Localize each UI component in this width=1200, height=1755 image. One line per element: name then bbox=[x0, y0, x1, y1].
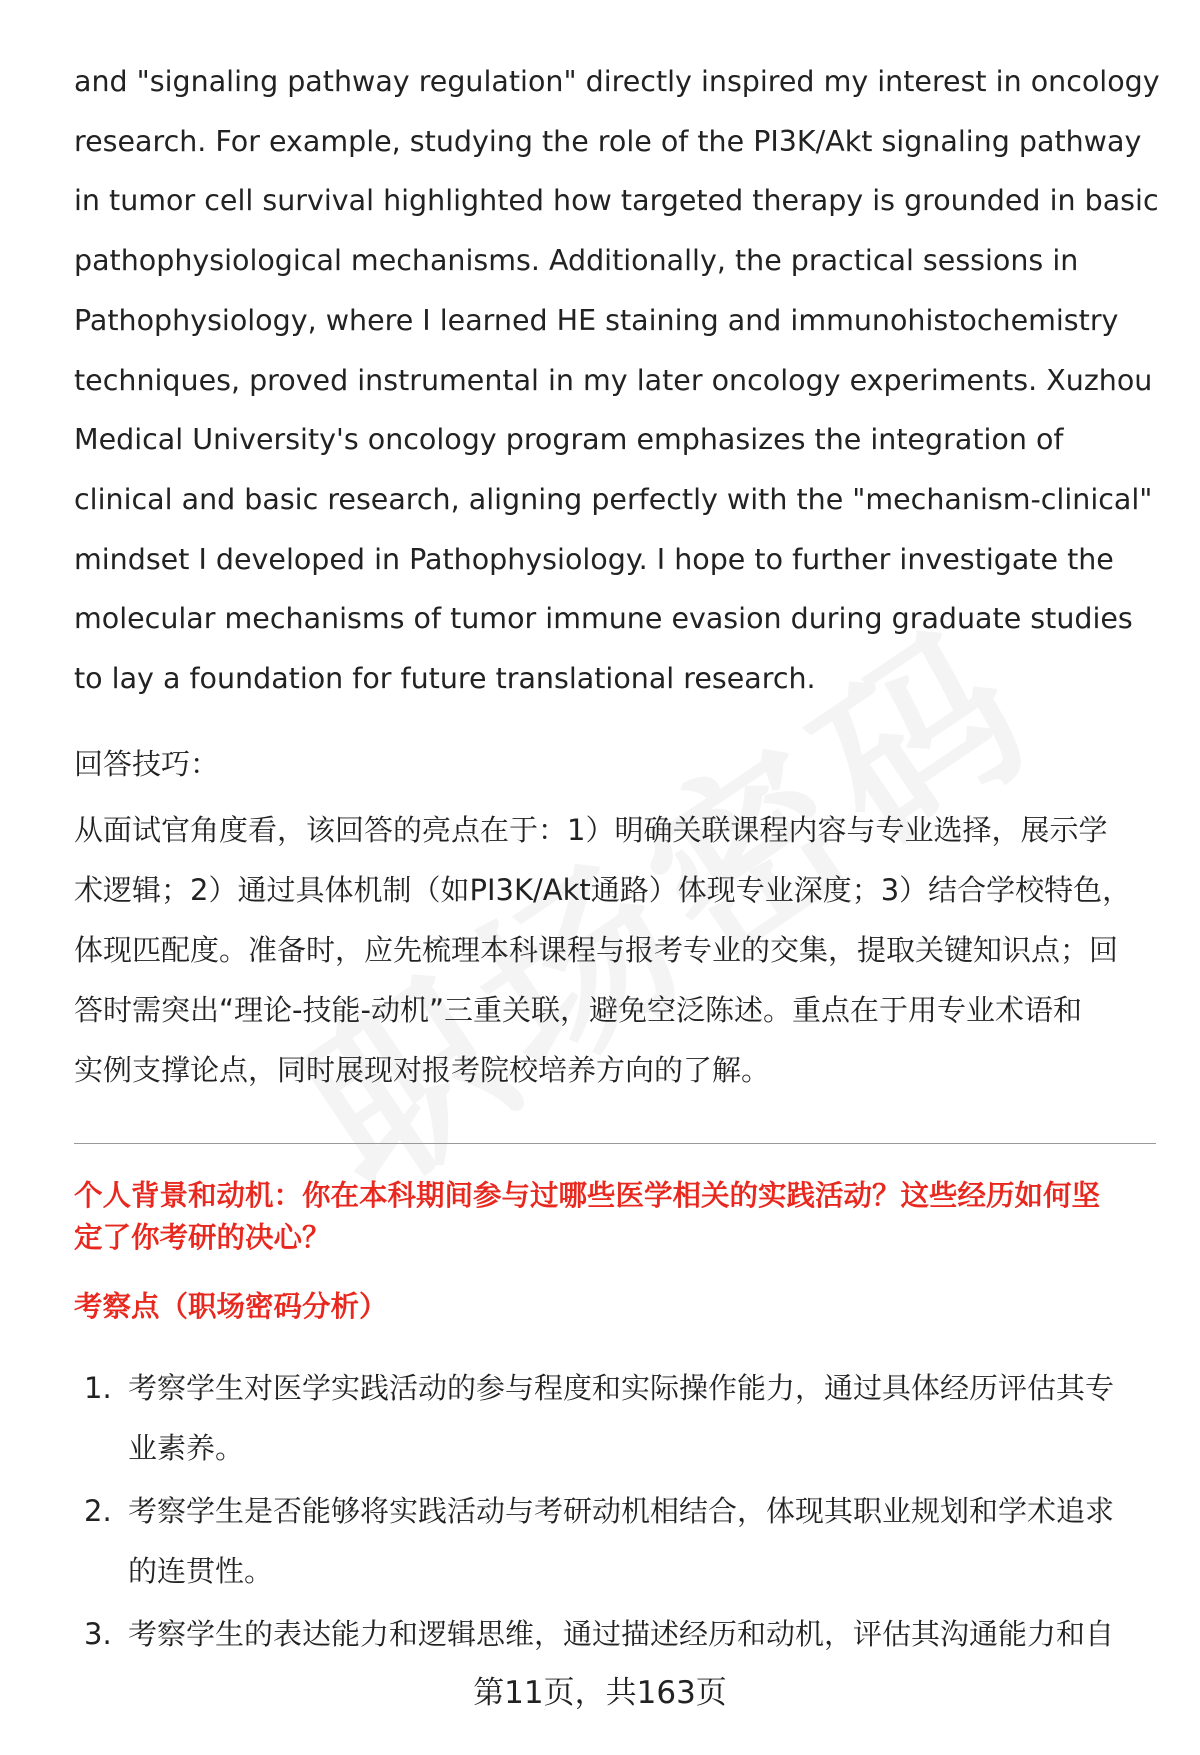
text-line: molecular mechanisms of tumor immune evasion during graduate studies bbox=[74, 602, 1133, 636]
text-line: techniques, proved instrumental in my later oncology experiments. Xuzhou bbox=[74, 363, 1153, 397]
text-line: research. For example, studying the role of the PI3K/Akt signaling pathway bbox=[74, 124, 1142, 158]
text-line: 术逻辑；2）通过具体机制（如PI3K/Akt通路）体现专业深度；3）结合学校特色， bbox=[74, 873, 1132, 907]
list-item bbox=[74, 1481, 1164, 1601]
text-line: 从面试官角度看，该回答的亮点在于：1）明确关联课程内容与专业选择，展示学 bbox=[74, 813, 1108, 847]
text-line: pathophysiological mechanisms. Additionally, the practical sessions in bbox=[74, 244, 1079, 278]
assessment-points-heading: 考察点（职场密码分析） bbox=[74, 1290, 388, 1323]
answer-english-paragraph bbox=[74, 52, 1164, 709]
list-item-text bbox=[128, 1358, 1164, 1478]
text-line: 答时需突出“理论-技能-动机”三重关联，避免空泛陈述。重点在于用专业术语和 bbox=[74, 993, 1082, 1027]
text-line: Medical University's oncology program emphasizes the integration of bbox=[74, 423, 1064, 457]
text-line: 考察学生的表达能力和逻辑思维，通过描述经历和动机，评估其沟通能力和自 bbox=[128, 1617, 1115, 1651]
text-line: 考察学生对医学实践活动的参与程度和实际操作能力，通过具体经历评估其专 bbox=[128, 1371, 1115, 1405]
text-line: 体现匹配度。准备时，应先梳理本科课程与报考专业的交集，提取关键知识点；回 bbox=[74, 933, 1119, 967]
page-number: 第11页，共163页 bbox=[473, 1675, 727, 1711]
list-item-text bbox=[128, 1604, 1164, 1664]
text-line: to lay a foundation for future translational research. bbox=[74, 662, 816, 696]
text-line: clinical and basic research, aligning perfectly with the "mechanism-clinical" bbox=[74, 482, 1153, 516]
text-line: mindset I developed in Pathophysiology. I hope to further investigate the bbox=[74, 542, 1114, 576]
list-number: 3. bbox=[84, 1617, 112, 1651]
list-item bbox=[74, 1358, 1164, 1478]
list-number: 2. bbox=[84, 1494, 112, 1528]
text-line: 考察学生是否能够将实践活动与考研动机相结合，体现其职业规划和学术追求 bbox=[128, 1494, 1115, 1528]
text-line: 业素养。 bbox=[128, 1431, 245, 1465]
answer-tips-paragraph bbox=[74, 800, 1164, 1100]
text-line: 个人背景和动机：你在本科期间参与过哪些医学相关的实践活动？这些经历如何坚 bbox=[74, 1179, 1101, 1212]
text-line: 的连贯性。 bbox=[128, 1554, 274, 1588]
question-title bbox=[74, 1175, 1164, 1259]
list-item-text bbox=[128, 1481, 1164, 1601]
assessment-points-list bbox=[74, 1358, 1164, 1667]
text-line: and "signaling pathway regulation" directly inspired my interest in oncology bbox=[74, 65, 1160, 98]
text-line: 定了你考研的决心？ bbox=[74, 1221, 331, 1254]
answer-tips-label: 回答技巧： bbox=[74, 747, 220, 781]
section-divider bbox=[74, 1143, 1156, 1144]
list-item bbox=[74, 1604, 1164, 1664]
text-line: Pathophysiology, where I learned HE staining and immunohistochemistry bbox=[74, 303, 1119, 337]
text-line: in tumor cell survival highlighted how targeted therapy is grounded in basic bbox=[74, 184, 1159, 218]
text-line: 实例支撑论点，同时展现对报考院校培养方向的了解。 bbox=[74, 1053, 771, 1087]
list-number: 1. bbox=[84, 1371, 112, 1405]
